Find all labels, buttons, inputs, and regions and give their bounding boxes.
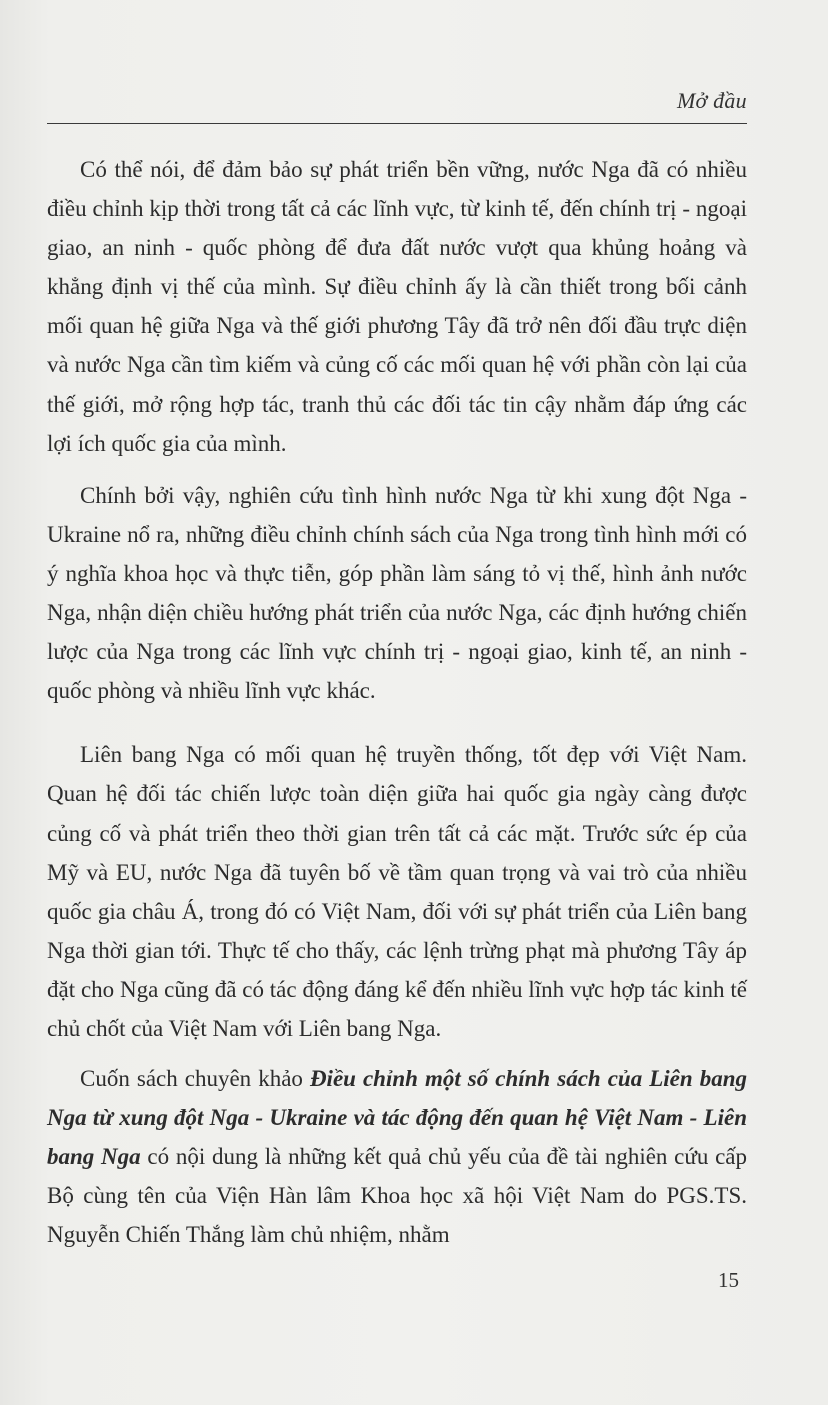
paragraph-1: Có thể nói, để đảm bảo sự phát triển bền vững, nước Nga đã có nhiều điều chỉnh kịp thời trong tất cả các lĩnh vực, từ kinh tế, đến chính trị - ngoại giao, an ninh - quốc phòng để đưa đất nước vượt qua khủng hoảng và khẳng định vị thế của mình. Sự điều chỉnh ấy là cần thiết trong bối cảnh mối quan hệ giữa Nga và thế giới phương Tây đã trở nên đối đầu trực diện và nước Nga cần tìm kiếm và củng cố các mối quan hệ với phần còn lại của thế giới, mở rộng hợp tác, tranh thủ các đối tác tin cậy nhằm đáp ứng các lợi ích quốc gia của mình. <box>47 157 747 456</box>
body-text <box>47 150 747 1255</box>
running-header-title: Mở đầu <box>677 88 747 113</box>
header-rule <box>47 123 747 124</box>
page-number: 15 <box>718 1268 739 1292</box>
paragraph-3: Liên bang Nga có mối quan hệ truyền thống, tốt đẹp với Việt Nam. Quan hệ đối tác chiến lược toàn diện giữa hai quốc gia ngày càng được củng cố và phát triển theo thời gian trên tất cả các mặt. Trước sức ép của Mỹ và EU, nước Nga đã tuyên bố về tầm quan trọng và vai trò của nhiều quốc gia châu Á, trong đó có Việt Nam, đối với sự phát triển của Liên bang Nga thời gian tới. Thực tế cho thấy, các lệnh trừng phạt mà phương Tây áp đặt cho Nga cũng đã có tác động đáng kể đến nhiều lĩnh vực hợp tác kinh tế chủ chốt của Việt Nam với Liên bang Nga. <box>47 742 747 1041</box>
paragraph-4-rest: có nội dung là những kết quả chủ yếu của đề tài nghiên cứu cấp Bộ cùng tên của Viện Hàn lâm Khoa học xã hội Việt Nam do PGS.TS. Nguyễn Chiến Thắng làm chủ nhiệm, nhằm <box>47 1144 747 1248</box>
paragraph-2: Chính bởi vậy, nghiên cứu tình hình nước Nga từ khi xung đột Nga - Ukraine nổ ra, những điều chỉnh chính sách của Nga trong tình hình mới có ý nghĩa khoa học và thực tiễn, góp phần làm sáng tỏ vị thế, hình ảnh nước Nga, nhận diện chiều hướng phát triển của nước Nga, các định hướng chiến lược của Nga trong các lĩnh vực chính trị - ngoại giao, kinh tế, an ninh - quốc phòng và nhiều lĩnh vực khác. <box>47 482 747 704</box>
book-title: Điều chỉnh một số chính sách của Liên bang Nga từ xung đột Nga - Ukraine và tác động đến quan hệ Việt Nam - Liên bang Nga <box>47 1066 747 1170</box>
paragraph-4 <box>47 1059 747 1254</box>
paragraph-4-intro: Cuốn sách chuyên khảo <box>80 1066 310 1092</box>
